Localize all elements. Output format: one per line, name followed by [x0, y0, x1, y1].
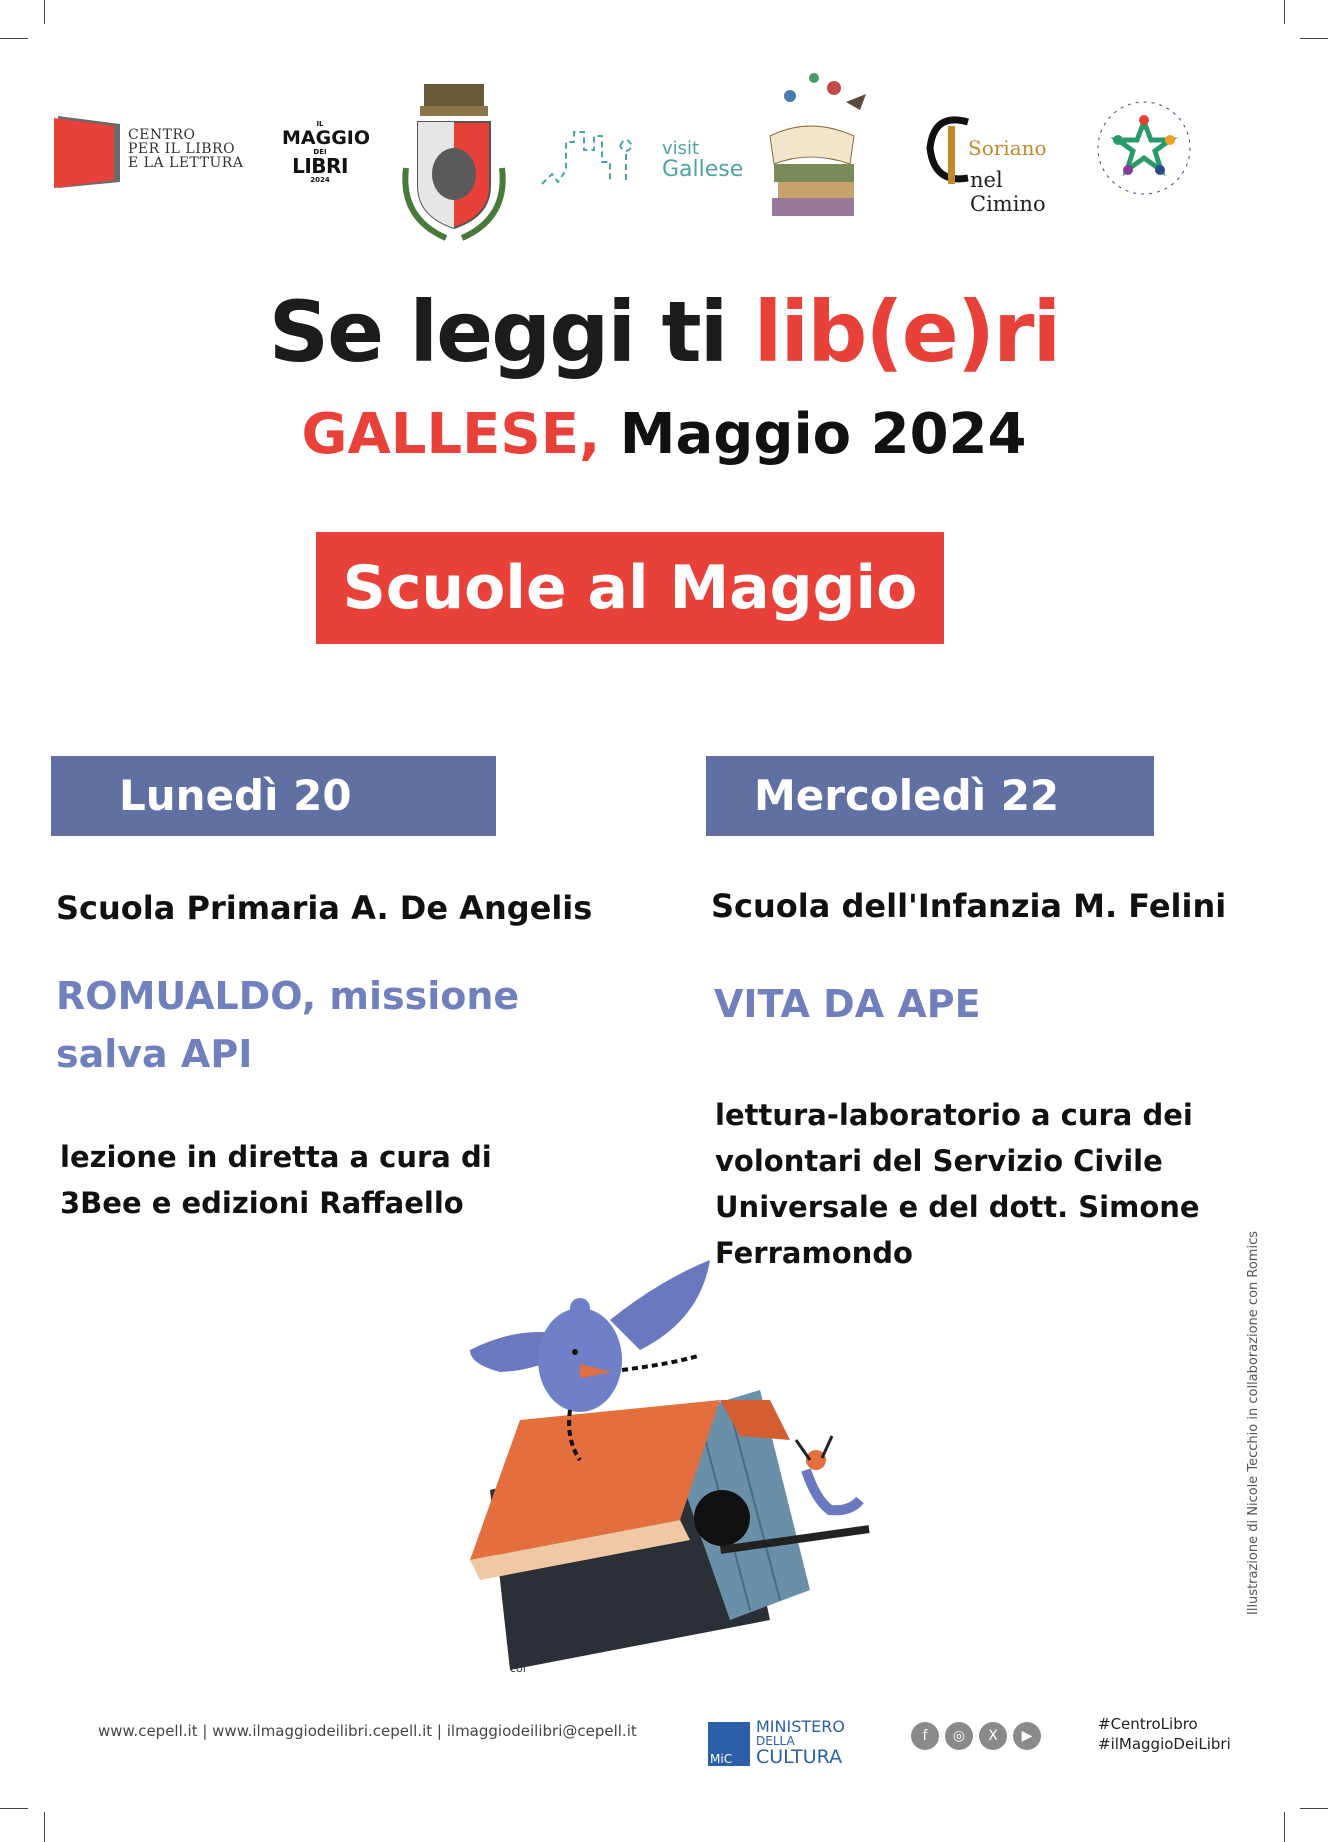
event-title: ROMUALDO, missione salva API	[56, 974, 520, 1076]
event-title: VITA DA APE	[714, 982, 981, 1026]
cepell-book-icon	[52, 116, 120, 188]
illustration-credit: Illustrazione di Nicole Tecchio in collaborazione con Romics	[1246, 1231, 1261, 1615]
soriano-nel-cimino-logo: Soriano nel Cimino	[924, 112, 1084, 192]
event-school: Scuola dell'Infanzia M. Felini	[711, 887, 1227, 925]
visit-gallese-logo: visit Gallese	[662, 138, 744, 182]
mic-mark-icon	[708, 1722, 750, 1766]
cepell-logo-text: CENTRO PER IL LIBRO E LA LETTURA	[128, 127, 244, 171]
event-school: Scuola Primaria A. De Angelis	[56, 889, 593, 927]
mic-mark-text: MiC	[710, 1752, 733, 1766]
crop-mark	[44, 0, 45, 24]
books-illustration-icon	[750, 66, 874, 222]
illustration-signature: col	[510, 1662, 526, 1675]
page-subtitle: GALLESE, Maggio 2024	[301, 402, 1027, 467]
footer-hashtags: #CentroLibro #ilMaggioDeiLibri	[1098, 1715, 1231, 1753]
maggio-dei-libri-logo: IL MAGGIO DEI LIBRI 2024	[282, 120, 371, 184]
page-title: Se leggi ti lib(e)ri	[268, 283, 1060, 381]
crop-mark	[1284, 1812, 1285, 1842]
crop-mark	[1300, 38, 1328, 39]
section-banner: Scuole al Maggio	[316, 532, 944, 644]
event-day-heading: Mercoledì 22	[706, 756, 1154, 836]
facebook-icon[interactable]: f	[911, 1722, 939, 1750]
crop-mark	[0, 1808, 28, 1809]
event-day-heading: Lunedì 20	[51, 756, 496, 836]
crop-mark	[1284, 0, 1285, 24]
youtube-icon[interactable]: ▶	[1013, 1722, 1041, 1750]
gallese-coat-of-arms-icon	[396, 78, 512, 244]
x-icon[interactable]: X	[979, 1722, 1007, 1750]
servizio-civile-universale-icon	[1090, 94, 1198, 202]
event-description: lettura-laboratorio a cura dei volontari del Servizio Civile Universale e del dott. Simone Ferramondo	[715, 1098, 1200, 1270]
event-description: lezione in diretta a cura di 3Bee e edizioni Raffaello	[60, 1140, 492, 1220]
crop-mark	[44, 1812, 45, 1842]
soriano-c-mark-icon	[924, 112, 974, 192]
crop-mark	[1300, 1808, 1328, 1809]
footer-links[interactable]: www.cepell.it | www.ilmaggiodeilibri.cepell.it | ilmaggiodeilibri@cepell.it	[98, 1722, 637, 1740]
ministero-cultura-logo: MiC MINISTERO DELLA CULTURA	[710, 1717, 845, 1768]
visit-gallese-skyline-icon	[540, 122, 660, 188]
instagram-icon[interactable]: ◎	[945, 1722, 973, 1750]
crop-mark	[0, 38, 28, 39]
bird-on-birdhouse-illustration	[430, 1260, 890, 1690]
